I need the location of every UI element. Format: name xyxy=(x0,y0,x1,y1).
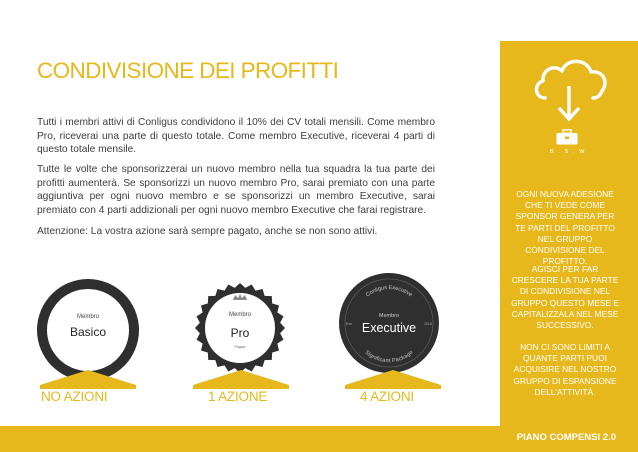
sidebar-text-3: NON CI SONO LIMITI A QUANTE PARTI PUOI ACQUISIRE NEL NOSTRO GRUPPO DI ESPANSIONE DELL'ATTIVITÀ. xyxy=(513,342,617,397)
action-basico: NO AZIONI xyxy=(41,389,108,404)
icon-caption: B . S . W xyxy=(549,149,587,155)
badge-pro-sub: Pagato xyxy=(234,345,246,349)
sidebar-text-2: AGISCI PER FAR CRESCERE LA TUA PARTE DI CONDIVISIONE NEL GRUPPO QUESTO MESE E CAPITALIZZALA NEL MESE SUCCESSIVO. xyxy=(511,264,619,331)
note-paragraph: Attenzione: La vostra azione sarà sempre pagato, anche se non sono attivi. xyxy=(37,226,378,237)
badge-basico xyxy=(36,278,140,382)
badge-basico-small: Membro xyxy=(76,314,100,320)
page-title: CONDIVISIONE DEI PROFITTI xyxy=(37,58,339,83)
cloud-download-icon xyxy=(531,52,611,129)
badge-basico-name: Basico xyxy=(69,325,107,339)
arrow-pro xyxy=(193,370,289,385)
sidebar-text-1: OGNI NUOVA ADESIONE CHE TI VEDE COME SPONSOR GENERA PER TE PARTI DEL PROFITTO NEL GRUPPO CONDIVISIONE DEL PROFITTO. xyxy=(515,189,615,267)
badge-executive xyxy=(338,272,440,374)
sponsor-paragraph: Tutte le volte che sponsorizzerai un nuovo membro nella tua squadra la tua parte dei profitti aumenterà. Se sponsorizzi un nuovo membro Pro, sarai premiato con una parte aggiuntiva per ogni nuovo membro e se sponsorizzi un membro Executive, sarai premiato con 4 parti addizionali per ogni nuovo membro Executive che farai registrare. xyxy=(37,164,435,216)
badge-executive-arc-top: Conligus Executive xyxy=(364,284,414,299)
arrow-executive xyxy=(345,370,441,385)
footer-label: PIANO COMPENSI 2.0 xyxy=(516,432,616,443)
badge-executive-left-tag: Exe xyxy=(346,322,353,326)
badge-pro-small: Membro xyxy=(228,312,252,318)
badge-pro-name: Pro xyxy=(230,326,250,340)
badge-executive-small: Membro xyxy=(378,313,400,319)
briefcase-icon xyxy=(556,129,578,150)
badge-executive-name: Executive xyxy=(361,321,417,335)
badge-pro xyxy=(194,282,286,374)
arrow-basico xyxy=(40,370,136,385)
intro-paragraph: Tutti i membri attivi di Conligus condividono il 10% dei CV totali mensili. Come membro Pro, riceverai una parte di questo totale. Come membro Executive, riceverai 4 parti di questo totale mensile. xyxy=(37,117,435,156)
action-pro: 1 AZIONE xyxy=(208,389,268,404)
badge-executive-arc-bottom: Significant Package xyxy=(363,349,415,365)
action-executive: 4 AZIONI xyxy=(360,389,414,404)
badge-executive-right-tag: 2016 xyxy=(424,322,432,326)
